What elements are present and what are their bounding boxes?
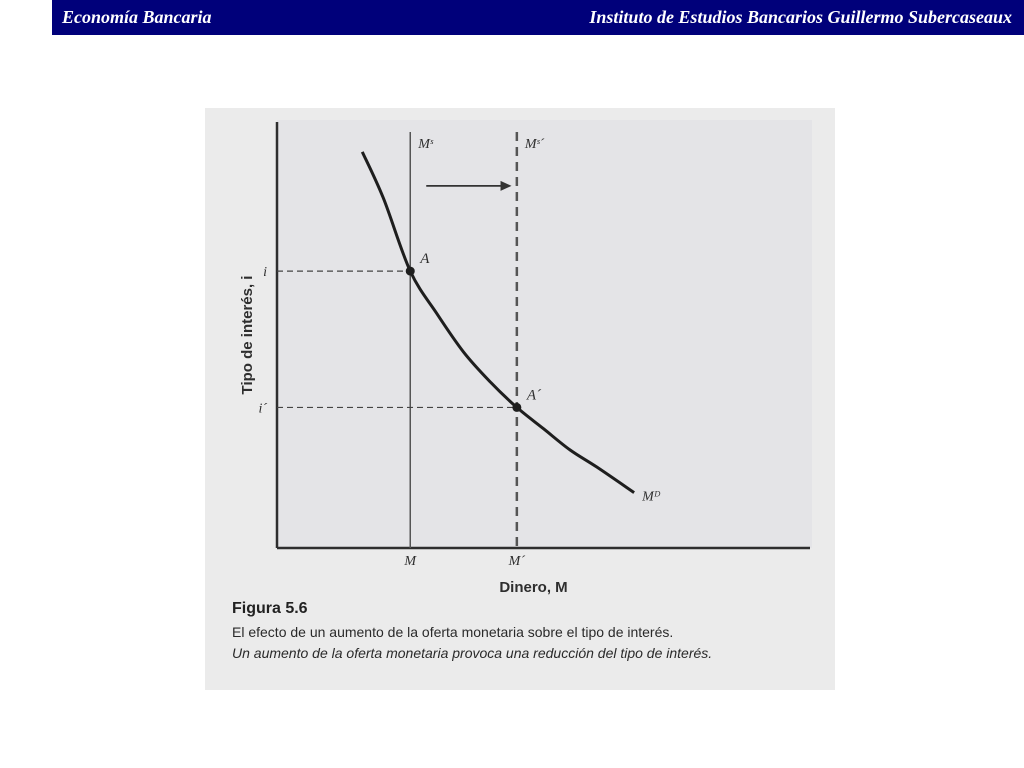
x-axis-label: Dinero, M: [499, 579, 568, 596]
header-left-title: Economía Bancaria: [62, 7, 212, 27]
y-tick-label-1: i´: [258, 401, 267, 417]
supply-line-label-0: Mˢ: [418, 137, 433, 152]
x-tick-label-0: M: [404, 554, 417, 569]
demand-curve: [362, 152, 634, 493]
equilibrium-point-1: [512, 403, 521, 412]
equilibrium-point-label-1: A´: [526, 387, 542, 404]
y-axis-label: Tipo de interés, i: [239, 275, 256, 395]
figure-subcaption: Un aumento de la oferta monetaria provoca una reducción del tipo de interés.: [232, 645, 713, 661]
y-tick-label-0: i: [263, 265, 267, 281]
figure-caption: El efecto de un aumento de la oferta monetaria sobre el tipo de interés.: [232, 624, 674, 640]
equilibrium-point-0: [406, 267, 415, 276]
equilibrium-point-label-0: A: [420, 251, 430, 268]
x-tick-label-1: M´: [508, 554, 526, 569]
demand-curve-label: Mᴰ: [642, 489, 661, 505]
supply-line-label-1: Mˢ´: [524, 137, 545, 152]
shift-arrow-head-icon: [501, 181, 512, 191]
header-right-title: Instituto de Estudios Bancarios Guillermo Subercaseaux: [589, 7, 1012, 27]
figure-number: Figura 5.6: [232, 600, 308, 617]
